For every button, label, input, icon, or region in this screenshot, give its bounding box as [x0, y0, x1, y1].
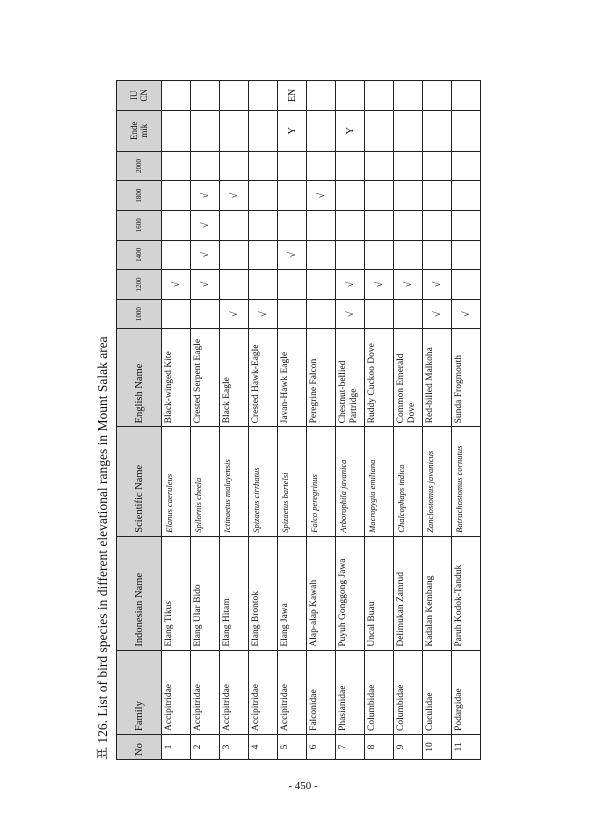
cell-no: 9 — [394, 734, 423, 759]
cell-no: 4 — [249, 734, 278, 759]
cell-1400 — [249, 240, 278, 270]
table-row — [365, 81, 394, 760]
cell-english-name: Black-winged Kite — [162, 329, 191, 427]
cell-1400 — [365, 240, 394, 270]
cell-1000: √ — [220, 299, 249, 329]
cell-1800: √ — [307, 181, 336, 211]
cell-no: 7 — [336, 734, 365, 759]
cell-scientific-name: Macropygia emiliana — [365, 427, 394, 536]
cell-1000 — [307, 299, 336, 329]
cell-family: Phasianidae — [336, 650, 365, 734]
header-english-name: English Name — [117, 329, 162, 427]
cell-1400 — [423, 240, 452, 270]
cell-1800 — [394, 181, 423, 211]
table-caption: 표 126. List of bird species in different elevational ranges in Mount Salak area — [95, 336, 110, 760]
cell-1000: √ — [249, 299, 278, 329]
cell-no: 6 — [307, 734, 336, 759]
cell-2000 — [307, 151, 336, 181]
cell-english-name: Javan-Hawk Eagle — [278, 329, 307, 427]
cell-indonesian-name: Paruh Kodok-Tanduk — [452, 536, 481, 650]
cell-1600 — [220, 210, 249, 240]
cell-1000 — [191, 299, 220, 329]
cell-1600 — [278, 210, 307, 240]
cell-1000 — [162, 299, 191, 329]
header-endemik: Ende mik — [117, 110, 162, 151]
cell-2000 — [220, 151, 249, 181]
cell-no: 8 — [365, 734, 394, 759]
cell-english-name: Crested Serpent Eagle — [191, 329, 220, 427]
cell-1200: √ — [423, 270, 452, 300]
cell-family: Accipitridae — [278, 650, 307, 734]
cell-indonesian-name: Elang Ular Bido — [191, 536, 220, 650]
header-1000: 1000 — [117, 299, 162, 329]
cell-1200 — [452, 270, 481, 300]
cell-1800 — [336, 181, 365, 211]
cell-scientific-name: Ictinaetus malayensis — [220, 427, 249, 536]
cell-1800 — [278, 181, 307, 211]
cell-1000 — [394, 299, 423, 329]
cell-endemik — [307, 110, 336, 151]
cell-english-name: Chestnut-bellied Partridge — [336, 329, 365, 427]
cell-iucn — [249, 81, 278, 111]
cell-family: Accipitridae — [220, 650, 249, 734]
header-1600: 1600 — [117, 210, 162, 240]
cell-iucn — [423, 81, 452, 111]
cell-1400 — [336, 240, 365, 270]
cell-english-name: Crested Hawk-Eagle — [249, 329, 278, 427]
cell-1400: √ — [278, 240, 307, 270]
cell-family: Falconidae — [307, 650, 336, 734]
cell-endemik — [191, 110, 220, 151]
cell-english-name: Sunda Frogmouth — [452, 329, 481, 427]
cell-1200 — [220, 270, 249, 300]
cell-scientific-name: Chalcophaps indica — [394, 427, 423, 536]
cell-family: Accipitridae — [162, 650, 191, 734]
cell-family: Accipitridae — [191, 650, 220, 734]
cell-1000 — [365, 299, 394, 329]
cell-1600: √ — [191, 210, 220, 240]
cell-2000 — [336, 151, 365, 181]
table-body — [162, 81, 481, 760]
cell-1400 — [394, 240, 423, 270]
cell-2000 — [191, 151, 220, 181]
cell-1400 — [452, 240, 481, 270]
cell-indonesian-name: Uncal Buau — [365, 536, 394, 650]
header-1400: 1400 — [117, 240, 162, 270]
table-row — [394, 81, 423, 760]
cell-endemik — [423, 110, 452, 151]
cell-scientific-name: Batrachostomus cornutus — [452, 427, 481, 536]
table-row — [452, 81, 481, 760]
cell-scientific-name: Spizaetus bartelsi — [278, 427, 307, 536]
cell-1000: √ — [452, 299, 481, 329]
header-1200: 1200 — [117, 270, 162, 300]
cell-no: 1 — [162, 734, 191, 759]
table-row — [278, 81, 307, 760]
cell-family: Cuculidae — [423, 650, 452, 734]
cell-1400 — [307, 240, 336, 270]
cell-1200 — [249, 270, 278, 300]
cell-1600 — [307, 210, 336, 240]
cell-1800: √ — [191, 181, 220, 211]
cell-endemik — [220, 110, 249, 151]
header-iucn: IU CN — [117, 81, 162, 111]
cell-iucn — [452, 81, 481, 111]
header-row — [117, 81, 162, 760]
cell-endemik — [365, 110, 394, 151]
cell-2000 — [423, 151, 452, 181]
cell-english-name: Ruddy Cuckoo Dove — [365, 329, 394, 427]
cell-endemik — [249, 110, 278, 151]
cell-1200: √ — [191, 270, 220, 300]
table-row — [191, 81, 220, 760]
cell-endemik: Y — [336, 110, 365, 151]
header-scientific-name: Scientific Name — [117, 427, 162, 536]
cell-1600 — [249, 210, 278, 240]
cell-2000 — [452, 151, 481, 181]
cell-endemik — [394, 110, 423, 151]
cell-indonesian-name: Elang Hitam — [220, 536, 249, 650]
table-row — [220, 81, 249, 760]
header-1800: 1800 — [117, 181, 162, 211]
cell-scientific-name: Zanclostomus javanicus — [423, 427, 452, 536]
cell-1800 — [452, 181, 481, 211]
cell-1600 — [365, 210, 394, 240]
cell-iucn — [162, 81, 191, 111]
cell-1600 — [162, 210, 191, 240]
cell-2000 — [278, 151, 307, 181]
cell-1600 — [394, 210, 423, 240]
cell-english-name: Common Emerald Dove — [394, 329, 423, 427]
header-family: Family — [117, 650, 162, 734]
cell-iucn — [307, 81, 336, 111]
page-number: - 450 - — [288, 780, 318, 792]
header-2000: 2000 — [117, 151, 162, 181]
bird-species-table — [116, 80, 481, 760]
cell-no: 2 — [191, 734, 220, 759]
cell-endemik — [162, 110, 191, 151]
cell-scientific-name: Falco peregrinus — [307, 427, 336, 536]
rotated-table-block — [92, 80, 472, 760]
cell-scientific-name: Arborophila javanica — [336, 427, 365, 536]
cell-iucn — [220, 81, 249, 111]
cell-indonesian-name: Kadalan Kembang — [423, 536, 452, 650]
cell-no: 11 — [452, 734, 481, 759]
cell-2000 — [162, 151, 191, 181]
cell-endemik — [452, 110, 481, 151]
cell-1600 — [336, 210, 365, 240]
cell-1800 — [423, 181, 452, 211]
cell-iucn: EN — [278, 81, 307, 111]
cell-english-name: Red-billed Malkoha — [423, 329, 452, 427]
cell-no: 3 — [220, 734, 249, 759]
cell-no: 10 — [423, 734, 452, 759]
cell-1800 — [249, 181, 278, 211]
cell-indonesian-name: Puyuh Gonggong Jawa — [336, 536, 365, 650]
cell-iucn — [365, 81, 394, 111]
cell-family: Columbidae — [365, 650, 394, 734]
cell-family: Accipitridae — [249, 650, 278, 734]
cell-indonesian-name: Delimukan Zamrud — [394, 536, 423, 650]
cell-1200 — [278, 270, 307, 300]
cell-1200: √ — [162, 270, 191, 300]
cell-1800 — [365, 181, 394, 211]
cell-2000 — [249, 151, 278, 181]
table-row — [423, 81, 452, 760]
cell-iucn — [191, 81, 220, 111]
cell-1200: √ — [336, 270, 365, 300]
cell-1600 — [423, 210, 452, 240]
cell-1800: √ — [220, 181, 249, 211]
table-row — [307, 81, 336, 760]
cell-english-name: Peregrine Falcon — [307, 329, 336, 427]
cell-family: Columbidae — [394, 650, 423, 734]
cell-no: 5 — [278, 734, 307, 759]
cell-1000 — [278, 299, 307, 329]
cell-1200: √ — [394, 270, 423, 300]
table-row — [336, 81, 365, 760]
cell-2000 — [365, 151, 394, 181]
cell-iucn — [394, 81, 423, 111]
cell-scientific-name: Elanus caeruleus — [162, 427, 191, 536]
cell-1400 — [220, 240, 249, 270]
cell-indonesian-name: Alap-alap Kawah — [307, 536, 336, 650]
cell-1400 — [162, 240, 191, 270]
cell-1600 — [452, 210, 481, 240]
cell-1400: √ — [191, 240, 220, 270]
cell-endemik: Y — [278, 110, 307, 151]
cell-1000: √ — [423, 299, 452, 329]
cell-indonesian-name: Elang Brontok — [249, 536, 278, 650]
cell-iucn — [336, 81, 365, 111]
cell-1200 — [307, 270, 336, 300]
table-row — [162, 81, 191, 760]
cell-1200: √ — [365, 270, 394, 300]
cell-indonesian-name: Elang Jawa — [278, 536, 307, 650]
cell-1800 — [162, 181, 191, 211]
header-no: No — [117, 734, 162, 759]
table-row — [249, 81, 278, 760]
cell-scientific-name: Spizaetus cirrhatus — [249, 427, 278, 536]
header-indonesian-name: Indonesian Name — [117, 536, 162, 650]
cell-1000: √ — [336, 299, 365, 329]
cell-2000 — [394, 151, 423, 181]
cell-family: Podargidae — [452, 650, 481, 734]
cell-indonesian-name: Elang Tikus — [162, 536, 191, 650]
cell-english-name: Black Eagle — [220, 329, 249, 427]
cell-scientific-name: Spilornis cheela — [191, 427, 220, 536]
